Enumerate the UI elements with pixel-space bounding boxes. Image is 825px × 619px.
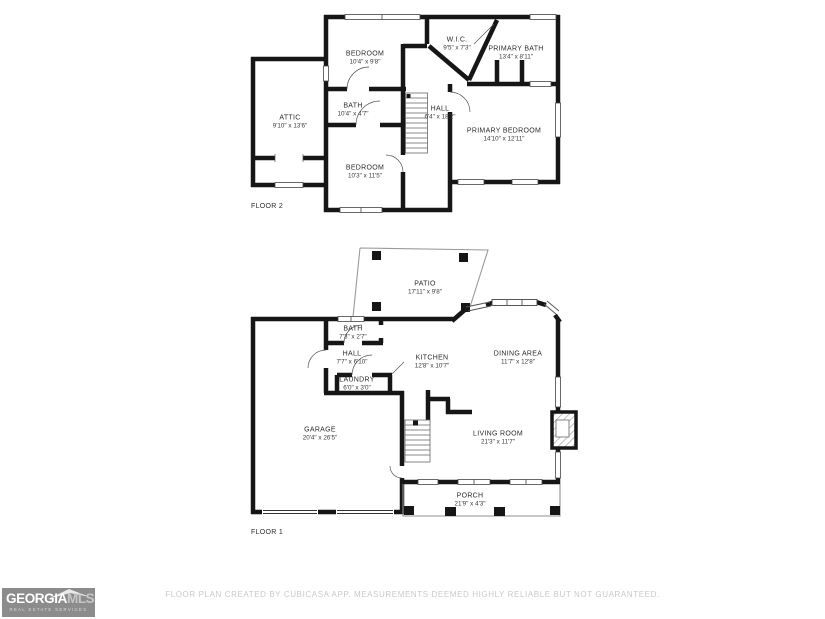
room-label-wic: W.I.C. 9'5" x 7'3"	[443, 36, 471, 52]
room-label-living-room: LIVING ROOM 21'3" x 11'7"	[473, 430, 523, 446]
room-label-primary-bedroom: PRIMARY BEDROOM 14'10" x 12'11"	[466, 127, 542, 143]
logo-tagline: REAL ESTATE SERVICES	[9, 607, 88, 612]
room-label-garage: GARAGE 20'4" x 26'5"	[302, 426, 338, 442]
room-label-hall-f1: HALL 7'7" x 6'10"	[336, 350, 368, 366]
floor1-caption: FLOOR 1	[251, 529, 284, 536]
porch-outline	[403, 484, 560, 516]
room-label-bath-f2: BATH 10'4" x 4'7"	[337, 102, 369, 118]
logo-brand-text: GEORGIAMLS	[6, 591, 95, 606]
room-label-primary-bath: PRIMARY BATH 13'4" x 8'11"	[488, 45, 544, 61]
floor2-stairs-icon	[406, 93, 428, 153]
room-label-bedroom-f2b: BEDROOM 10'3" x 11'5"	[345, 164, 385, 180]
floor2-door-arcs	[272, 24, 494, 172]
room-label-bath-f1: BATH 7'3" x 2'7"	[339, 325, 367, 341]
floor2-caption: FLOOR 2	[251, 203, 284, 210]
room-label-laundry: LAUNDRY 6'0" x 3'0"	[339, 376, 375, 392]
room-label-bedroom-f2a: BEDROOM 10'4" x 9'8"	[345, 50, 385, 66]
floor1-stairs-icon	[405, 420, 430, 462]
disclaimer-text: FLOOR PLAN CREATED BY CUBICASA APP. MEASUREMENTS DEEMED HIGHLY RELIABLE BUT NOT GUARANTEED.	[165, 590, 660, 599]
room-label-kitchen: KITCHEN 12'8" x 10'7"	[414, 354, 450, 370]
room-label-hall-f2: HALL 6'4" x 18'2"	[424, 105, 456, 121]
room-label-porch: PORCH 21'9" x 4'3"	[454, 492, 486, 508]
georgia-mls-logo	[2, 588, 95, 617]
fireplace-icon	[552, 412, 576, 448]
room-label-attic: ATTIC 9'10" x 13'6"	[272, 114, 308, 130]
floor1-door-arcs	[308, 325, 404, 478]
room-label-patio: PATIO 17'11" x 9'8"	[407, 280, 443, 296]
room-label-dining-area: DINING AREA 11'7" x 12'8"	[493, 350, 543, 366]
